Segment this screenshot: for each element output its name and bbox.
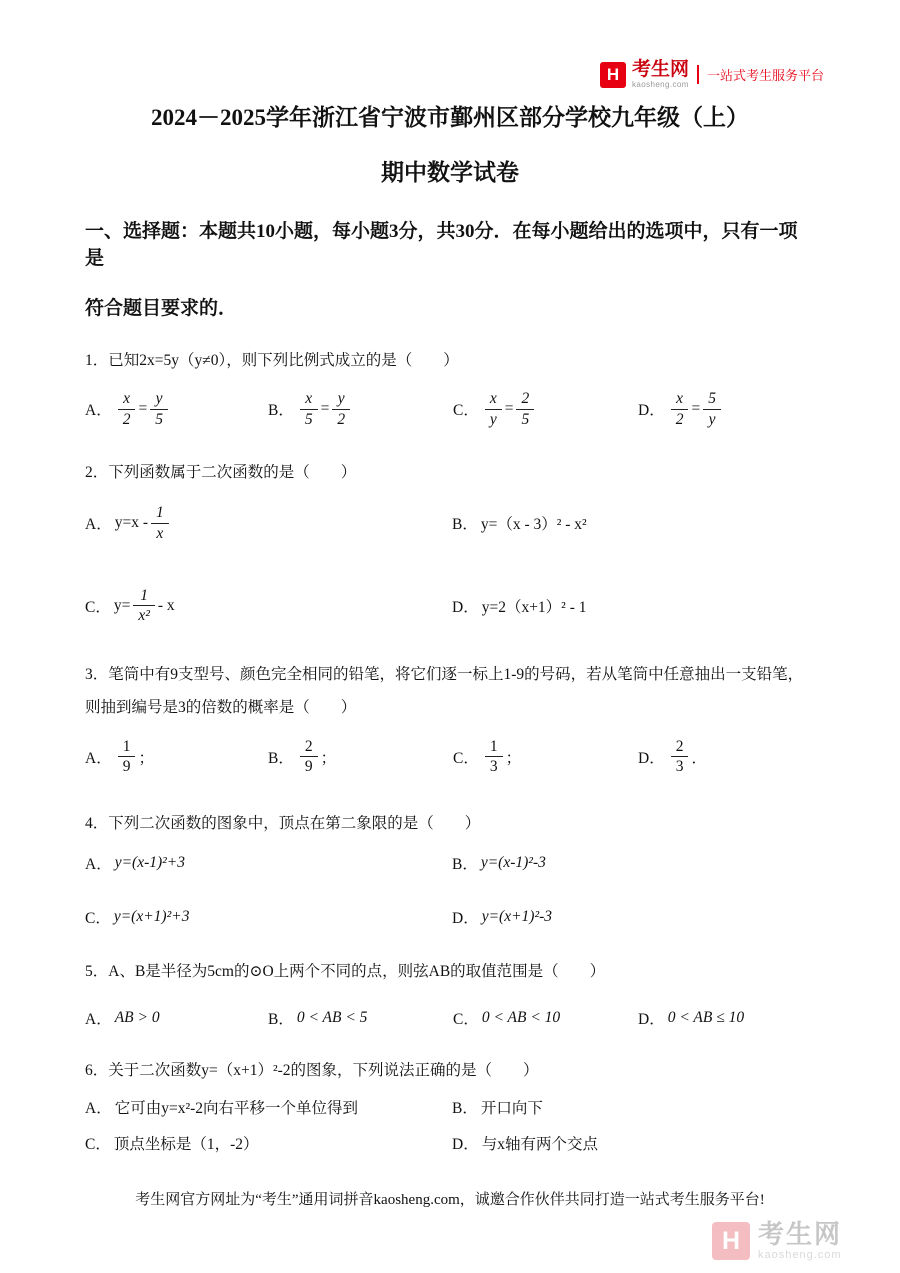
q4-option-a bbox=[85, 852, 452, 874]
question-6-options bbox=[85, 1096, 815, 1154]
footer-promo-text: 考生网官方网址为“考生”通用词拼音kaosheng.com，诚邀合作伙伴共同打造一站式考生服务平台! bbox=[135, 1192, 765, 1208]
question-2-stem: 2．下列函数属于二次函数的是（ ） bbox=[85, 463, 357, 481]
watermark-domain: kaosheng.com bbox=[757, 1249, 842, 1261]
equals-sign: = bbox=[504, 400, 514, 418]
question-5 bbox=[85, 960, 815, 1029]
fraction-numerator: x bbox=[671, 390, 689, 410]
fraction bbox=[485, 390, 502, 429]
option-label: C． bbox=[85, 909, 111, 927]
fraction-numerator: 5 bbox=[703, 390, 721, 410]
formula-text: 0 < AB < 5 bbox=[296, 1008, 368, 1026]
q5-option-b bbox=[268, 1007, 453, 1029]
option-suffix: ． bbox=[691, 749, 707, 767]
fraction-numerator: 2 bbox=[300, 738, 318, 758]
watermark-name: 考生网 bbox=[757, 1219, 842, 1249]
q1-option-b bbox=[268, 390, 453, 429]
q3-option-a bbox=[85, 738, 268, 777]
equals-sign: = bbox=[691, 400, 701, 418]
option-label: D． bbox=[452, 598, 479, 616]
question-5-stem: 5．A、B是半径为5cm的⊙O上两个不同的点，则弦AB的取值范围是（ ） bbox=[85, 962, 606, 980]
fraction-denominator: 5 bbox=[155, 410, 163, 428]
q6-option-c bbox=[85, 1132, 452, 1154]
question-6-stem: 6．关于二次函数y=（x+1）²-2的图象，下列说法正确的是（ ） bbox=[85, 1061, 539, 1079]
brand-text-block bbox=[632, 60, 689, 89]
option-label: B． bbox=[452, 855, 478, 873]
q3-option-c bbox=[453, 738, 638, 777]
fraction-denominator: x² bbox=[138, 607, 150, 625]
fraction bbox=[671, 390, 689, 429]
fraction-numerator: 2 bbox=[516, 390, 534, 410]
q2-option-a bbox=[85, 504, 452, 543]
question-5-options bbox=[85, 1007, 815, 1029]
option-suffix: ； bbox=[505, 749, 522, 767]
question-2 bbox=[85, 461, 815, 626]
fraction-denominator: 3 bbox=[489, 758, 498, 776]
kaosheng-watermark-logo-icon: H bbox=[712, 1222, 750, 1260]
question-3 bbox=[85, 663, 815, 776]
fraction-denominator: 3 bbox=[675, 758, 684, 776]
option-label: A． bbox=[85, 402, 112, 420]
option-label: A． bbox=[85, 516, 112, 534]
formula-text: y=(x+1)²-3 bbox=[481, 907, 553, 925]
fraction bbox=[133, 587, 155, 626]
fraction-numerator: y bbox=[150, 390, 168, 410]
fraction-denominator: 2 bbox=[337, 410, 346, 428]
exam-title-line1: 2024－2025学年浙江省宁波市鄞州区部分学校九年级（上） bbox=[151, 105, 749, 130]
option-suffix: ； bbox=[320, 749, 337, 767]
fraction bbox=[150, 390, 168, 429]
fraction-numerator: x bbox=[118, 390, 136, 410]
question-4-options bbox=[85, 852, 815, 928]
question-6 bbox=[85, 1059, 815, 1154]
option-label: C． bbox=[453, 1010, 479, 1028]
q6-option-d bbox=[452, 1132, 815, 1154]
section-1-intro bbox=[85, 219, 815, 323]
fraction-numerator: 2 bbox=[671, 738, 689, 758]
equals-sign: = bbox=[138, 400, 148, 418]
option-label: B． bbox=[452, 1100, 478, 1118]
option-label: B． bbox=[268, 749, 294, 767]
fraction bbox=[671, 738, 689, 777]
option-label: C． bbox=[85, 1136, 111, 1154]
fraction bbox=[485, 738, 503, 777]
fraction-numerator: 1 bbox=[151, 504, 169, 524]
question-1 bbox=[85, 349, 815, 429]
fraction bbox=[703, 390, 721, 429]
kaosheng-watermark bbox=[712, 1221, 842, 1261]
option-label: B． bbox=[268, 402, 294, 420]
q6-option-b bbox=[452, 1096, 815, 1118]
option-label: B． bbox=[452, 516, 478, 534]
fraction bbox=[118, 738, 136, 777]
question-1-stem: 1．已知2x=5y（y≠0），则下列比例式成立的是（ ） bbox=[85, 351, 459, 369]
brand-domain: kaosheng.com bbox=[631, 80, 689, 89]
q1-option-a bbox=[85, 390, 268, 429]
fraction-denominator: x bbox=[156, 524, 164, 542]
question-2-options bbox=[85, 504, 815, 625]
q5-option-c bbox=[453, 1007, 638, 1029]
fraction-numerator: y bbox=[332, 390, 350, 410]
option-label: D． bbox=[638, 402, 665, 420]
fraction bbox=[516, 390, 534, 429]
option-label: D． bbox=[452, 909, 479, 927]
fraction-denominator: y bbox=[489, 410, 497, 428]
question-1-options bbox=[85, 390, 815, 429]
question-4 bbox=[85, 812, 815, 927]
fraction-denominator: 9 bbox=[122, 758, 131, 776]
formula-text: y=2（x+1）² - 1 bbox=[481, 598, 587, 616]
q4-option-b bbox=[452, 852, 815, 874]
option-suffix: ； bbox=[138, 749, 154, 767]
option-label: C． bbox=[453, 402, 479, 420]
fraction-numerator: 1 bbox=[485, 738, 503, 758]
question-3-options bbox=[85, 738, 815, 777]
formula-text: y= bbox=[113, 596, 131, 614]
brand-tagline: 一站式考生服务平台 bbox=[697, 65, 824, 84]
fraction bbox=[300, 738, 318, 777]
formula-text: y=(x+1)²+3 bbox=[113, 907, 190, 925]
q3-option-d bbox=[638, 738, 815, 777]
q1-option-c bbox=[453, 390, 638, 429]
question-3-stem-line1: 3．笔筒中有9支型号、颜色完全相同的铅笔，将它们逐一标上1-9的号码，若从笔筒中任意抽出一支铅笔， bbox=[85, 666, 804, 684]
q2-option-b bbox=[452, 512, 815, 534]
q5-option-a bbox=[85, 1007, 268, 1029]
option-label: C． bbox=[453, 749, 479, 767]
q1-option-d bbox=[638, 390, 815, 429]
kaosheng-logo-icon: H bbox=[600, 62, 626, 88]
fraction-denominator: 2 bbox=[122, 410, 131, 428]
formula-text: 0 < AB < 10 bbox=[481, 1008, 561, 1026]
exam-title-line2: 期中数学试卷 bbox=[381, 160, 519, 185]
option-label: A． bbox=[85, 1010, 112, 1028]
option-label: C． bbox=[85, 598, 111, 616]
q3-option-b bbox=[268, 738, 453, 777]
fraction-denominator: 5 bbox=[304, 410, 313, 428]
option-label: A． bbox=[85, 855, 112, 873]
fraction-denominator: 5 bbox=[521, 410, 530, 428]
formula-text: AB > 0 bbox=[114, 1008, 160, 1026]
fraction bbox=[151, 504, 169, 543]
brand-name: 考生网 bbox=[631, 59, 689, 80]
option-text: 顶点坐标是（1，-2） bbox=[113, 1136, 259, 1154]
fraction-denominator: 9 bbox=[304, 758, 313, 776]
option-label: D． bbox=[452, 1136, 479, 1154]
fraction-numerator: 1 bbox=[133, 587, 155, 607]
question-3-stem-line2: 则抽到编号是3的倍数的概率是（ ） bbox=[85, 699, 357, 717]
question-4-stem: 4．下列二次函数的图象中，顶点在第二象限的是（ ） bbox=[85, 815, 481, 833]
formula-text: - x bbox=[157, 596, 175, 614]
q4-option-d bbox=[452, 906, 815, 928]
option-label: D． bbox=[638, 1010, 665, 1028]
fraction bbox=[300, 390, 318, 429]
option-label: A． bbox=[85, 1100, 112, 1118]
option-label: B． bbox=[268, 1010, 294, 1028]
q2-option-d bbox=[452, 595, 815, 617]
formula-text: y=（x - 3）² - x² bbox=[480, 516, 587, 534]
fraction bbox=[118, 390, 136, 429]
option-text: 它可由y=x²-2向右平移一个单位得到 bbox=[114, 1100, 359, 1118]
formula-text: 0 < AB ≤ 10 bbox=[667, 1008, 745, 1026]
q2-option-c bbox=[85, 587, 452, 626]
option-label: D． bbox=[638, 749, 665, 767]
formula-text: y=(x-1)²-3 bbox=[480, 853, 546, 871]
fraction-numerator: x bbox=[485, 390, 502, 410]
q5-option-d bbox=[638, 1007, 815, 1029]
fraction-numerator: 1 bbox=[118, 738, 136, 758]
q6-option-a bbox=[85, 1096, 452, 1118]
watermark-text-block bbox=[758, 1221, 842, 1261]
option-text: 开口向下 bbox=[480, 1100, 543, 1118]
section-1-intro-line2: 符合题目要求的． bbox=[85, 298, 238, 320]
fraction-denominator: 2 bbox=[675, 410, 684, 428]
formula-text: y=x - bbox=[114, 514, 148, 532]
fraction-numerator: x bbox=[300, 390, 318, 410]
kaosheng-brand-header bbox=[600, 60, 824, 89]
fraction bbox=[332, 390, 350, 429]
fraction-denominator: y bbox=[708, 410, 716, 428]
option-text: 与x轴有两个交点 bbox=[481, 1136, 598, 1154]
q4-option-c bbox=[85, 906, 452, 928]
equals-sign: = bbox=[320, 400, 330, 418]
section-1-intro-line1: 一、选择题：本题共10小题，每小题3分，共30分．在每小题给出的选项中，只有一项是 bbox=[85, 221, 798, 269]
option-label: A． bbox=[85, 749, 112, 767]
formula-text: y=(x-1)²+3 bbox=[114, 853, 186, 871]
